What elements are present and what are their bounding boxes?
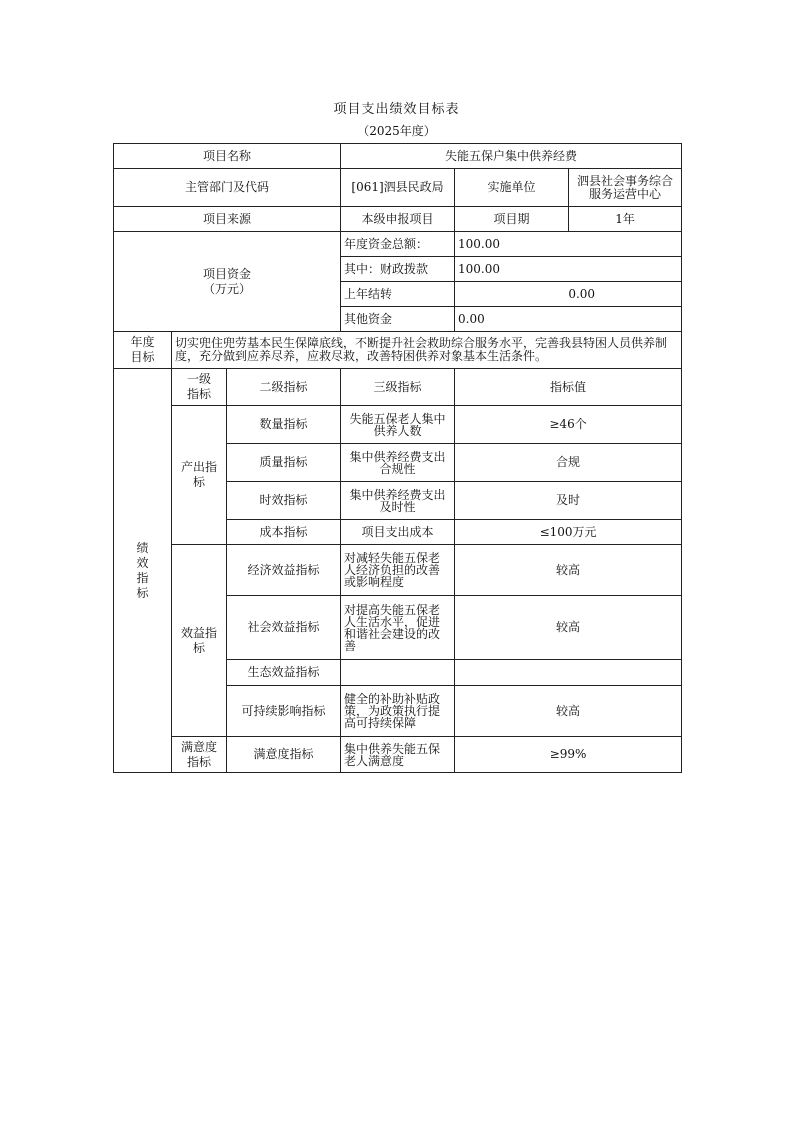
dept-label: 主管部门及代码 <box>114 169 341 207</box>
funds-row-label: 其他资金 <box>341 307 455 332</box>
row-department <box>114 169 682 207</box>
impl-unit-label: 实施单位 <box>455 169 569 207</box>
performance-label: 绩 效 指 标 <box>114 369 172 773</box>
table-row <box>114 737 682 773</box>
source-value: 本级申报项目 <box>341 207 455 232</box>
performance-target-table <box>113 143 682 773</box>
fiscal-year: （2025年度） <box>357 124 436 138</box>
period-value: 1年 <box>569 207 682 232</box>
level3-cell <box>341 660 455 686</box>
level3-cell: 失能五保老人集中供养人数 <box>341 406 455 444</box>
goal-text: 切实兜住兜劳基本民生保障底线，不断提升社会救助综合服务水平，完善我县特困人员供养制度，充分做到应养尽养，应救尽救，改善特困供养对象基本生活条件。 <box>172 332 682 369</box>
row-indicator-headers <box>114 369 682 406</box>
level3-cell: 项目支出成本 <box>341 520 455 545</box>
row-annual-goal <box>114 332 682 369</box>
value-cell: 合规 <box>455 444 682 482</box>
funds-row-value: 100.00 <box>455 257 682 282</box>
level2-cell: 经济效益指标 <box>227 545 341 596</box>
source-label: 项目来源 <box>114 207 341 232</box>
funds-row-label: 年度资金总额： <box>341 232 455 257</box>
level3-cell: 集中供养经费支出及时性 <box>341 482 455 520</box>
project-name-label: 项目名称 <box>114 144 341 169</box>
level3-cell: 对减轻失能五保老人经济负担的改善或影响程度 <box>341 545 455 596</box>
level3-cell: 集中供养经费支出合规性 <box>341 444 455 482</box>
impl-unit-value: 泗县社会事务综合服务运营中心 <box>569 169 682 207</box>
dept-value: [061]泗县民政局 <box>341 169 455 207</box>
value-cell <box>455 660 682 686</box>
level2-cell: 社会效益指标 <box>227 596 341 660</box>
level3-cell: 健全的补助补贴政策，为政策执行提高可持续保障 <box>341 686 455 737</box>
table-row <box>114 406 682 444</box>
project-name-value: 失能五保户集中供养经费 <box>341 144 682 169</box>
period-label: 项目期 <box>455 207 569 232</box>
funds-row-value: 100.00 <box>455 232 682 257</box>
table-row <box>114 545 682 596</box>
benefit-indicator-label: 效益指 标 <box>172 545 227 737</box>
header-level2: 二级指标 <box>227 369 341 406</box>
funds-row-label: 上年结转 <box>341 282 455 307</box>
level3-cell: 集中供养失能五保老人满意度 <box>341 737 455 773</box>
value-cell: 较高 <box>455 596 682 660</box>
value-cell: ≥99% <box>455 737 682 773</box>
row-source <box>114 207 682 232</box>
header-level3: 三级指标 <box>341 369 455 406</box>
header-value: 指标值 <box>455 369 682 406</box>
value-cell: ≤100万元 <box>455 520 682 545</box>
funds-row-value: 0.00 <box>455 307 682 332</box>
funds-row-label: 其中：财政拨款 <box>341 257 455 282</box>
level2-cell: 成本指标 <box>227 520 341 545</box>
value-cell: 较高 <box>455 686 682 737</box>
header-level1: 一级 指标 <box>172 369 227 406</box>
funds-label: 项目资金 （万元） <box>114 232 341 332</box>
level2-cell: 满意度指标 <box>227 737 341 773</box>
satisfaction-indicator-label: 满意度 指标 <box>172 737 227 773</box>
level2-cell: 生态效益指标 <box>227 660 341 686</box>
level2-cell: 可持续影响指标 <box>227 686 341 737</box>
level2-cell: 时效指标 <box>227 482 341 520</box>
goal-label: 年度 目标 <box>114 332 172 369</box>
level2-cell: 数量指标 <box>227 406 341 444</box>
level3-cell: 对提高失能五保老人生活水平，促进和谐社会建设的改善 <box>341 596 455 660</box>
funds-row-value: 0.00 <box>455 282 682 307</box>
value-cell: 较高 <box>455 545 682 596</box>
level2-cell: 质量指标 <box>227 444 341 482</box>
value-cell: 及时 <box>455 482 682 520</box>
row-project-name <box>114 144 682 169</box>
page-title: 项目支出绩效目标表 <box>333 102 460 117</box>
output-indicator-label: 产出指 标 <box>172 406 227 545</box>
row-funds-total <box>114 232 682 257</box>
value-cell: ≥46个 <box>455 406 682 444</box>
